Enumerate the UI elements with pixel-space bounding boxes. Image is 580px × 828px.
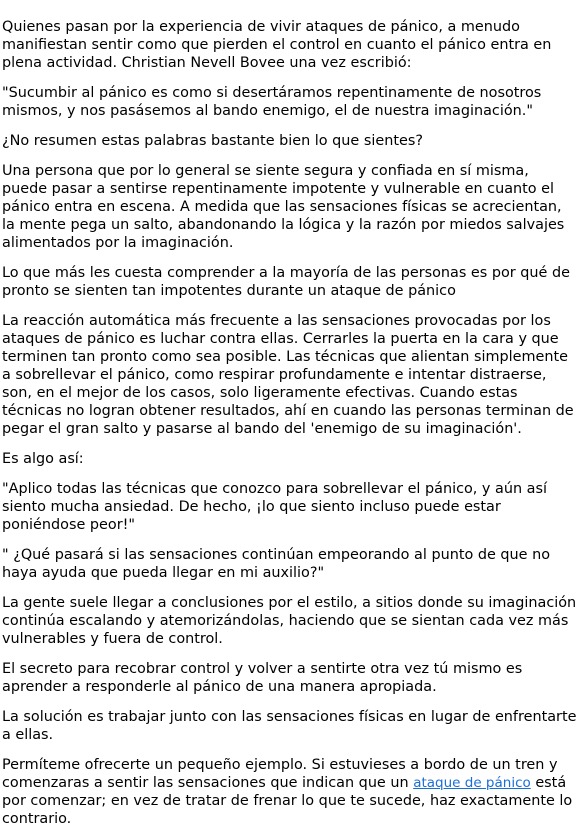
paragraph-vulnerability: Una persona que por lo general se siente segura y confiada en sí misma, puede pasar a sentirse repentinamente impotente y vulnerable en cuanto el pánico entra en escena. A medida que las sensaciones físicas se acrecientan, la mente pega un salto, abandonando la lógica y la razón por miedos salvajes alimentados por la imaginación. [2, 163, 565, 251]
paragraph-train-example [2, 756, 578, 828]
panic-attack-link[interactable]: ataque de pánico [413, 775, 531, 791]
paragraph-solution: La solución es trabajar junto con las sensaciones físicas en lugar de enfrentarte a ellas. [2, 709, 577, 743]
paragraph-example-intro: Es algo así: [2, 451, 84, 467]
paragraph-secret: El secreto para recobrar control y volver a sentirte otra vez tú mismo es aprender a responderle al pánico de una manera apropiada. [2, 661, 523, 695]
paragraph-confusion: Lo que más les cuesta comprender a la mayoría de las personas es por qué de pronto se sienten tan impotentes durante un ataque de pánico [2, 265, 570, 299]
paragraph-conclusions: La gente suele llegar a conclusiones por el estilo, a sitios donde su imaginación continúa escalando y atemorizándolas, haciendo que se sientan cada vez más vulnerables y fuera de control. [2, 595, 577, 647]
quote-what-if: " ¿Qué pasará si las sensaciones continúan empeorando al punto de que no haya ayuda que pueda llegar en mi auxilio?" [2, 547, 551, 581]
quote-bovee: "Sucumbir al pánico es como si desertáramos repentinamente de nosotros mismos, y nos pasásemos al bando enemigo, el de nuestra imaginación." [2, 85, 542, 119]
paragraph-question: ¿No resumen estas palabras bastante bien lo que sientes? [2, 133, 423, 149]
quote-techniques: "Aplico todas las técnicas que conozco para sobrellevar el pánico, y aún así siento mucha ansiedad. De hecho, ¡lo que siento incluso puede estar poniéndose peor!" [2, 481, 547, 533]
train-example-text-before: Permíteme ofrecerte un pequeño ejemplo. Si estuvieses a bordo de un tren y comenzaras a sentir las sensaciones que indican que un [2, 757, 558, 791]
train-example-text-after: está por comenzar; en vez de tratar de frenar lo que te sucede, haz exactamente lo contrario. [2, 775, 573, 827]
paragraph-reaction: La reacción automática más frecuente a las sensaciones provocadas por los ataques de pánico es luchar contra ellas. Cerrarles la puerta en la cara y que terminen tan pronto como sea posible. Las técnicas que alientan simplemente a sobrellevar el pánico, como respirar profundamente e intentar distraerse, son, en el mejor de los casos, solo ligeramente efectivas. Cuando estas técnicas no logran obtener resultados, ahí en cuando las personas terminan de pegar el gran salto y pasarse al bando del 'enemigo de su imaginación'. [2, 313, 574, 437]
article-body [2, 0, 578, 828]
paragraph-intro: Quienes pasan por la experiencia de vivir ataques de pánico, a menudo manifiestan sentir como que pierden el control en cuanto el pánico entra en plena actividad. Christian Nevell Bovee una vez escribió: [2, 19, 552, 71]
